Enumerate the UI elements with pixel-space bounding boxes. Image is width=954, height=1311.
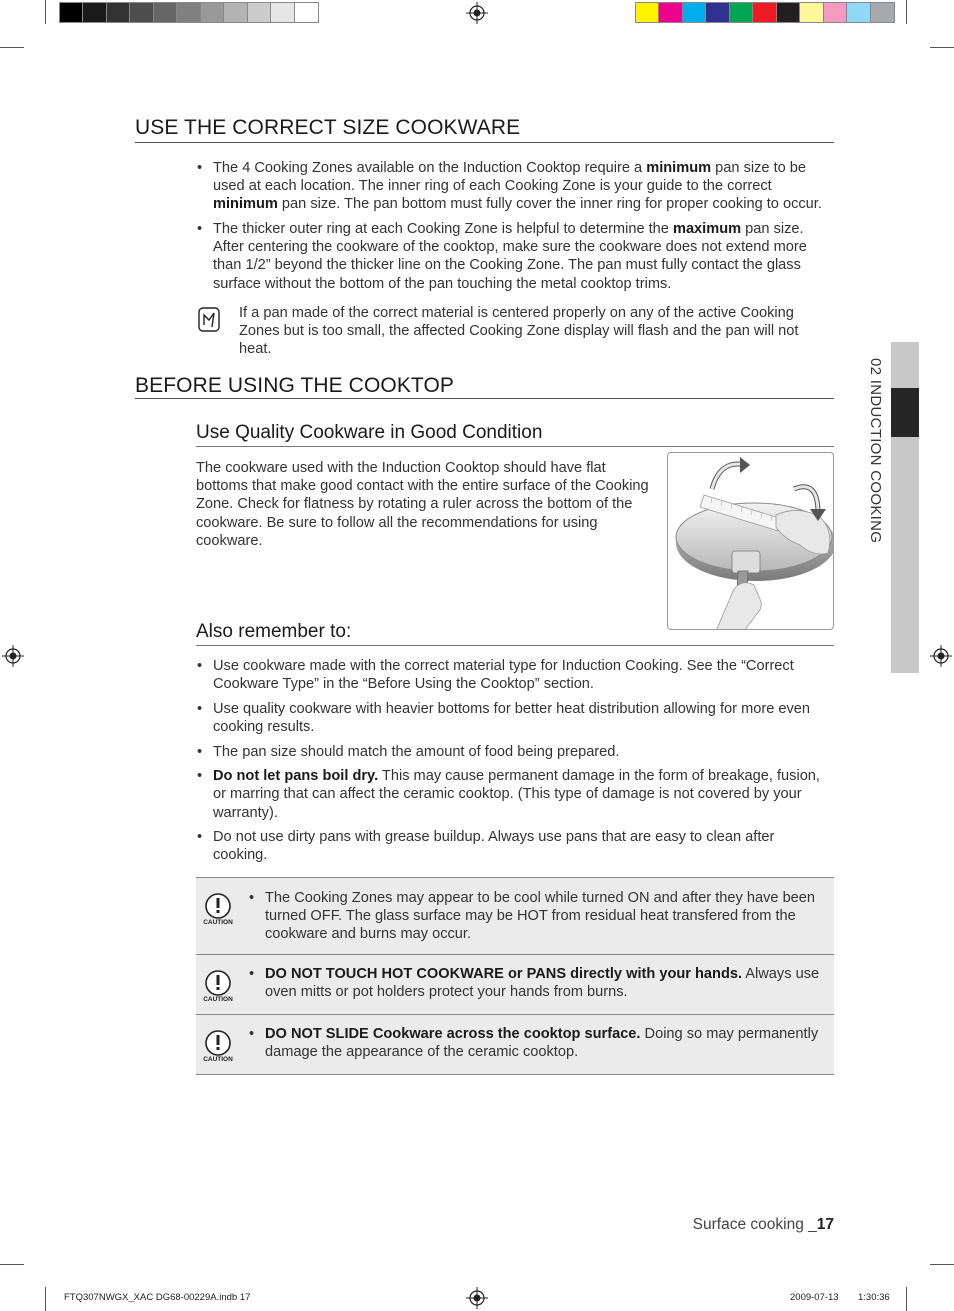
list-item: • The pan size should match the amount of food being prepared.	[196, 743, 832, 761]
color-swatch	[154, 3, 177, 22]
chapter-tab-marker	[891, 388, 919, 437]
svg-text:CAUTION: CAUTION	[203, 1056, 233, 1063]
gray-color-bar	[59, 2, 319, 23]
color-swatch	[177, 3, 200, 22]
print-slug-date: 2009-07-13	[790, 1292, 839, 1303]
cookware-size-list	[196, 159, 832, 299]
color-swatch	[777, 3, 800, 22]
caution-text: • The Cooking Zones may appear to be cool while turned ON and after they have been turned OFF. The glass surface may be HOT from residual heat transfered from the cookware and burns may occur.	[248, 889, 824, 944]
color-swatch	[83, 3, 106, 22]
process-color-bar	[635, 2, 895, 23]
caution-box	[196, 1014, 834, 1075]
color-swatch	[706, 3, 729, 22]
list-item: • Use cookware made with the correct material type for Induction Cooking. See the “Correct Cookware Type” in the “Before Using the Cooktop” section.	[196, 657, 832, 693]
print-slug-time: 1:30:36	[858, 1292, 890, 1303]
section-title-before-using: BEFORE USING THE COOKTOP	[135, 374, 455, 397]
section-rule	[135, 398, 834, 399]
caution-icon	[200, 967, 236, 1003]
pan-ruler-icon	[668, 453, 834, 630]
color-swatch	[800, 3, 823, 22]
color-swatch	[271, 3, 294, 22]
svg-text:CAUTION: CAUTION	[203, 996, 233, 1003]
color-swatch	[753, 3, 776, 22]
color-swatch	[730, 3, 753, 22]
list-item: • Do not use dirty pans with grease buildup. Always use pans that are easy to clean after cooking.	[196, 828, 832, 864]
subsection-title-quality-cookware: Use Quality Cookware in Good Condition	[196, 422, 543, 443]
list-item: • The 4 Cooking Zones available on the Induction Cooktop require a minimum pan size to be used at each location. The inner ring of each Cooking Zone is your guide to the correct minimum pan size. The pan bottom must fully cover the inner ring for proper cooking to occur.	[196, 159, 832, 214]
also-remember-list	[196, 657, 832, 871]
color-swatch	[683, 3, 706, 22]
registration-mark-icon	[466, 2, 488, 24]
quality-cookware-paragraph: The cookware used with the Induction Cooktop should have flat bottoms that make good contact with the entire surface of the Cooking Zone. Check for flatness by rotating a ruler across the bottom of the cookware. Be sure to follow all the recommendations for using cookware.	[196, 460, 649, 549]
crop-mark	[906, 1287, 907, 1311]
note-text: If a pan made of the correct material is centered properly on any of the active Cooking Zones but is too small, the affected Cooking Zone display will flash and the pan will not heat.	[239, 305, 799, 358]
crop-mark	[45, 0, 46, 24]
color-swatch	[107, 3, 130, 22]
color-swatch	[201, 3, 224, 22]
color-swatch	[295, 3, 318, 22]
color-swatch	[60, 3, 83, 22]
caution-text: • DO NOT TOUCH HOT COOKWARE or PANS directly with your hands. Always use oven mitts or pot holders protect your hands from burns.	[248, 965, 824, 1001]
list-item: • The thicker outer ring at each Cooking Zone is helpful to determine the maximum pan size. After centering the cookware of the cooktop, make sure the cookware does not extend more than 1/2” beyond the thicker line on the Cooking Zone. The pan must fully contact the glass surface without the bottom of the pan touching the metal cooktop trims.	[196, 220, 832, 293]
subsection-title-also-remember: Also remember to:	[196, 621, 352, 642]
crop-mark	[0, 1264, 24, 1265]
color-swatch	[824, 3, 847, 22]
registration-mark-icon	[466, 1287, 488, 1309]
crop-mark	[0, 47, 24, 48]
section-title-cookware-size: USE THE CORRECT SIZE COOKWARE	[135, 116, 521, 139]
color-swatch	[659, 3, 682, 22]
chapter-tab-label: 02 INDUCTION COOKING	[867, 358, 884, 544]
crop-mark	[906, 0, 907, 24]
page-footer: Surface cooking _17	[692, 1216, 834, 1233]
caution-text: • DO NOT SLIDE Cookware across the cooktop surface. Doing so may permanently damage the appearance of the ceramic cooktop.	[248, 1025, 824, 1061]
color-swatch	[871, 3, 894, 22]
subsection-rule	[196, 446, 834, 447]
color-swatch	[248, 3, 271, 22]
color-swatch	[636, 3, 659, 22]
print-slug-file: FTQ307NWGX_XAC DG68-00229A.indb 17	[64, 1292, 251, 1303]
subsection-rule	[196, 645, 834, 646]
color-swatch	[224, 3, 247, 22]
list-item: • Do not let pans boil dry. This may cause permanent damage in the form of breakage, fusion, or marring that can affect the ceramic cooktop. (This type of damage is not covered by your warranty).	[196, 767, 832, 822]
crop-mark	[930, 47, 954, 48]
caution-icon	[200, 890, 236, 926]
caution-box	[196, 954, 834, 1014]
color-swatch	[847, 3, 870, 22]
list-item: • Use quality cookware with heavier bottoms for better heat distribution allowing for more even cooking results.	[196, 700, 832, 736]
crop-mark	[930, 1264, 954, 1265]
color-swatch	[130, 3, 153, 22]
section-rule	[135, 142, 834, 143]
registration-mark-icon	[2, 645, 24, 667]
note-icon	[198, 307, 220, 332]
caution-icon	[200, 1027, 236, 1063]
caution-box	[196, 877, 834, 954]
registration-mark-icon	[930, 645, 952, 667]
svg-text:CAUTION: CAUTION	[203, 919, 233, 926]
ruler-flatness-illustration	[667, 452, 834, 630]
crop-mark	[45, 1287, 46, 1311]
